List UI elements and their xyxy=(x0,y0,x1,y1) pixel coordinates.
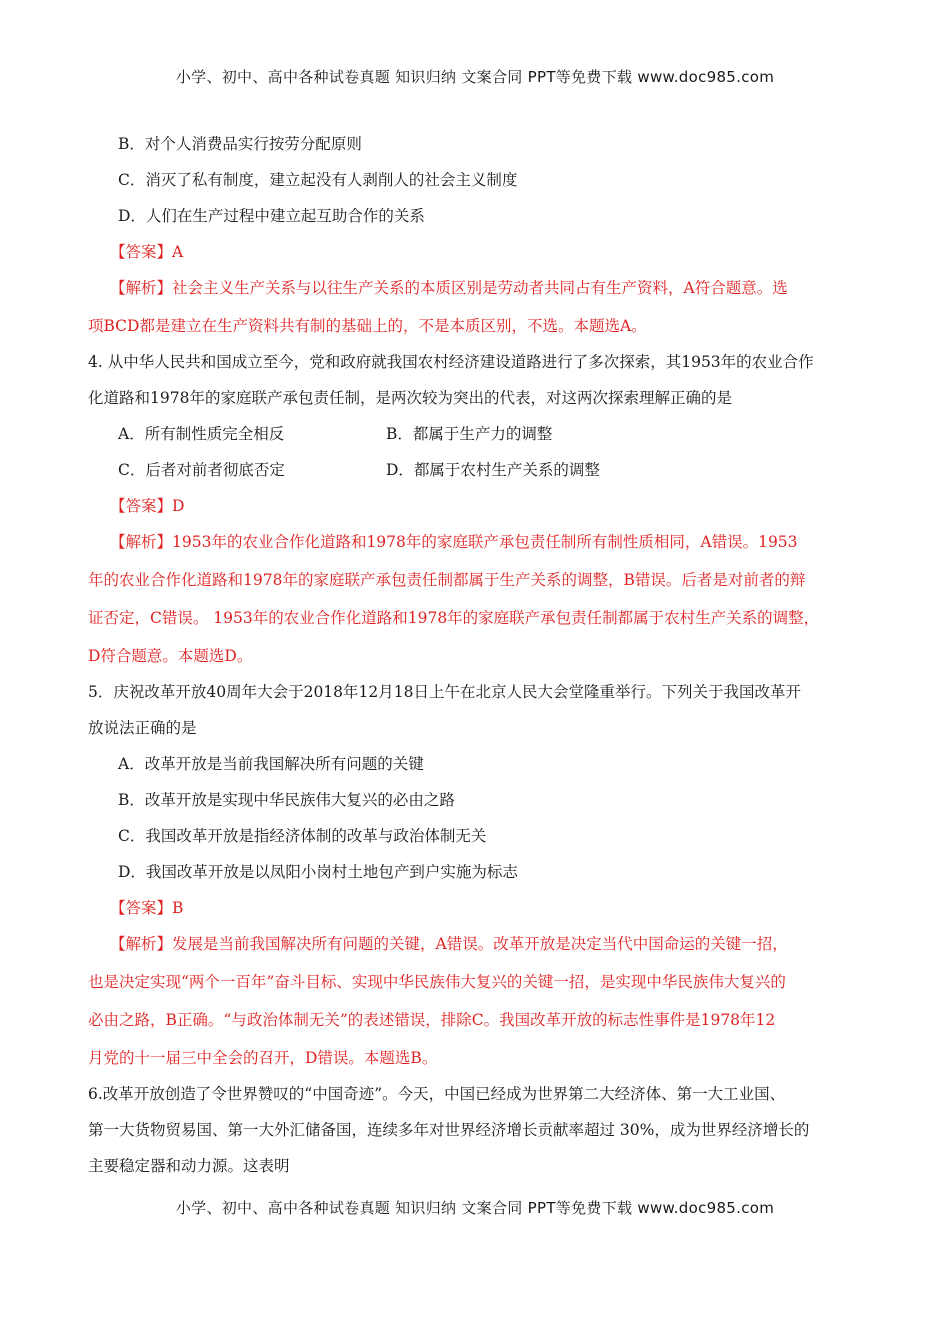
q3-option-c: C．消灭了私有制度，建立起没有人剥削人的社会主义制度 xyxy=(118,171,518,189)
q4-analysis-line-2: 年的农业合作化道路和1978年的家庭联产承包责任制都属于生产关系的调整，B错误。后者是对前者的辩 xyxy=(88,571,806,589)
document-body xyxy=(88,133,878,1191)
q3-option-d: D．人们在生产过程中建立起互助合作的关系 xyxy=(118,207,425,225)
q3-analysis xyxy=(88,277,878,337)
q5-option-b: B．改革开放是实现中华民族伟大复兴的必由之路 xyxy=(118,791,455,809)
q4-stem xyxy=(88,351,878,409)
q3-option-b: B．对个人消费品实行按劳分配原则 xyxy=(118,135,362,153)
q6-stem xyxy=(88,1083,878,1177)
q4-options-row-1 xyxy=(88,423,878,445)
q4-analysis xyxy=(88,531,878,667)
q4-option-d: D．都属于农村生产关系的调整 xyxy=(386,461,600,479)
q4-answer: 【答案】D xyxy=(110,497,185,515)
q5-option-d: D．我国改革开放是以凤阳小岗村土地包产到户实施为标志 xyxy=(118,863,518,881)
q5-stem-line-2: 放说法正确的是 xyxy=(88,719,197,737)
q3-analysis-line-2: 项BCD都是建立在生产资料共有制的基础上的，不是本质区别，不选。本题选A。 xyxy=(88,317,647,335)
q4-option-b: B．都属于生产力的调整 xyxy=(386,425,553,443)
q5-stem xyxy=(88,681,878,739)
q5-analysis-line-3: 必由之路，B正确。“与政治体制无关”的表述错误，排除C。我国改革开放的标志性事件是1978年12 xyxy=(88,1011,776,1029)
q4-analysis-line-4: D符合题意。本题选D。 xyxy=(88,647,253,665)
q4-option-c: C．后者对前者彻底否定 xyxy=(118,461,285,479)
q5-analysis-line-1: 【解析】发展是当前我国解决所有问题的关键，A错误。改革开放是决定当代中国命运的关键一招， xyxy=(110,935,788,953)
q4-stem-line-1: 4. 从中华人民共和国成立至今，党和政府就我国农村经济建设道路进行了多次探索，其1953年的农业合作 xyxy=(88,353,814,371)
q6-stem-line-3: 主要稳定器和动力源。这表明 xyxy=(88,1157,290,1175)
q4-stem-line-2: 化道路和1978年的家庭联产承包责任制，是两次较为突出的代表，对这两次探索理解正确的是 xyxy=(88,389,732,407)
page-header: 小学、初中、高中各种试卷真题 知识归纳 文案合同 PPT等免费下载 www.doc985.com xyxy=(175,68,775,86)
q5-analysis-line-2: 也是决定实现“两个一百年”奋斗目标、实现中华民族伟大复兴的关键一招，是实现中华民族伟大复兴的 xyxy=(88,973,786,991)
q4-option-a: A．所有制性质完全相反 xyxy=(118,425,285,443)
q4-analysis-line-3: 证否定，C错误。 1953年的农业合作化道路和1978年的家庭联产承包责任制都属于农村生产关系的调整， xyxy=(88,609,820,627)
q5-analysis xyxy=(88,933,878,1069)
q3-analysis-line-1: 【解析】社会主义生产关系与以往生产关系的本质区别是劳动者共同占有生产资料，A符合题意。选 xyxy=(110,279,788,297)
q4-options-row-2 xyxy=(88,459,878,481)
q5-analysis-line-4: 月党的十一届三中全会的召开，D错误。本题选B。 xyxy=(88,1049,438,1067)
q5-answer: 【答案】B xyxy=(110,899,184,917)
q5-option-c: C．我国改革开放是指经济体制的改革与政治体制无关 xyxy=(118,827,487,845)
q5-option-a: A．改革开放是当前我国解决所有问题的关键 xyxy=(118,755,424,773)
q4-analysis-line-1: 【解析】1953年的农业合作化道路和1978年的家庭联产承包责任制所有制性质相同，A错误。1953 xyxy=(110,533,798,551)
q5-stem-line-1: 5．庆祝改革开放40周年大会于2018年12月18日上午在北京人民大会堂隆重举行。下列关于我国改革开 xyxy=(88,683,801,701)
page-footer: 小学、初中、高中各种试卷真题 知识归纳 文案合同 PPT等免费下载 www.doc985.com xyxy=(175,1199,775,1217)
q6-stem-line-1: 6.改革开放创造了令世界赞叹的“中国奇迹”。今天，中国已经成为世界第二大经济体、第一大工业国、 xyxy=(88,1085,786,1103)
q3-answer: 【答案】A xyxy=(110,243,184,261)
q6-stem-line-2: 第一大货物贸易国、第一大外汇储备国，连续多年对世界经济增长贡献率超过 30%，成为世界经济增长的 xyxy=(88,1121,810,1139)
